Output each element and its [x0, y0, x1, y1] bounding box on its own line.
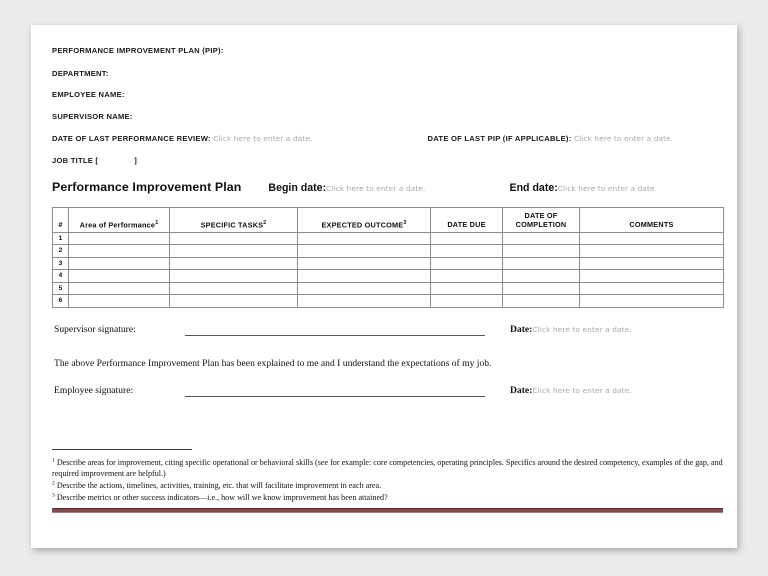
cell-date-completion[interactable] — [503, 295, 580, 308]
col-header-comments — [580, 207, 724, 232]
footnote-2-text: Describe the actions, timelines, activities, training, etc. that will facilitate improvement in each area. — [56, 481, 382, 491]
footnote-3-marker: 3 — [52, 492, 55, 499]
cell-comments[interactable] — [580, 257, 724, 270]
col-header-number — [53, 207, 69, 232]
cell-tasks[interactable] — [170, 257, 298, 270]
row-number: 4 — [53, 270, 69, 283]
cell-comments[interactable] — [580, 282, 724, 295]
cell-date-completion[interactable] — [503, 245, 580, 258]
employee-signature-label: Employee signature: — [54, 385, 134, 397]
job-title-label-open: JOB TITLE [ — [52, 155, 99, 165]
cell-tasks[interactable] — [170, 232, 298, 245]
plan-title-row — [52, 179, 723, 195]
field-supervisor-name — [52, 113, 723, 121]
begin-date-label: Begin date: — [268, 181, 327, 194]
col-header-tasks-text: SPECIFIC TASKS — [200, 220, 264, 230]
table-row — [53, 245, 724, 258]
supervisor-date-input[interactable]: Click here to enter a date. — [532, 325, 632, 335]
table-row — [53, 295, 724, 308]
footnote-marker-2: 2 — [263, 219, 267, 226]
footnote-1-text: Describe areas for improvement, citing specific operational or behavioral skills (see for example: core competencies, operating principles. Specifics around the desired competency, examples of the gap, and required improvement are helpful.) — [52, 458, 723, 479]
cell-date-completion[interactable] — [503, 257, 580, 270]
footnote-marker-1: 1 — [155, 219, 159, 226]
begin-date-input[interactable]: Click here to enter a date. — [326, 183, 426, 193]
footer-accent-rule — [52, 508, 723, 513]
cell-tasks[interactable] — [170, 282, 298, 295]
field-department — [52, 70, 723, 78]
footnote-3 — [52, 492, 723, 503]
end-date-input[interactable]: Click here to enter a date. — [557, 183, 658, 193]
footnote-1 — [52, 457, 723, 479]
cell-date-completion[interactable] — [503, 282, 580, 295]
field-department-label: DEPARTMENT: — [52, 68, 109, 78]
employee-date-input[interactable]: Click here to enter a date. — [532, 386, 632, 396]
cell-outcome[interactable] — [298, 282, 431, 295]
col-header-date-due-text: DATE DUE — [447, 220, 486, 230]
field-supervisor-name-label: SUPERVISOR NAME: — [52, 112, 133, 122]
col-header-outcome — [298, 207, 431, 232]
performance-plan-table — [52, 207, 724, 309]
col-header-tasks — [170, 207, 298, 232]
footnote-marker-3: 3 — [403, 219, 407, 226]
supervisor-signature-label: Supervisor signature: — [54, 324, 136, 336]
cell-area[interactable] — [69, 245, 170, 258]
cell-area[interactable] — [69, 232, 170, 245]
col-header-comments-text: COMMENTS — [629, 220, 674, 230]
table-row — [53, 282, 724, 295]
cell-date-due[interactable] — [431, 232, 503, 245]
cell-comments[interactable] — [580, 232, 724, 245]
row-number: 5 — [53, 282, 69, 295]
cell-outcome[interactable] — [298, 295, 431, 308]
cell-date-completion[interactable] — [503, 270, 580, 283]
cell-date-due[interactable] — [431, 282, 503, 295]
table-row — [53, 257, 724, 270]
employee-signature-row — [52, 385, 723, 399]
cell-area[interactable] — [69, 282, 170, 295]
footnote-separator-rule — [52, 449, 192, 450]
field-employee-name-label: EMPLOYEE NAME: — [52, 90, 125, 100]
cell-area[interactable] — [69, 295, 170, 308]
cell-comments[interactable] — [580, 245, 724, 258]
cell-tasks[interactable] — [170, 245, 298, 258]
footnotes-section — [52, 449, 723, 513]
row-number: 6 — [53, 295, 69, 308]
cell-area[interactable] — [69, 270, 170, 283]
cell-outcome[interactable] — [298, 257, 431, 270]
employee-date-group — [510, 385, 632, 396]
end-date-label: End date: — [509, 181, 558, 194]
supervisor-signature-line[interactable] — [185, 335, 485, 336]
cell-tasks[interactable] — [170, 295, 298, 308]
cell-date-due[interactable] — [431, 257, 503, 270]
table-header-row — [53, 207, 724, 232]
cell-comments[interactable] — [580, 270, 724, 283]
signature-section — [52, 324, 723, 399]
col-header-date-due — [431, 207, 503, 232]
col-header-number-text: # — [58, 220, 63, 230]
last-review-date-input[interactable]: Click here to enter a date. — [213, 133, 313, 143]
cell-date-due[interactable] — [431, 270, 503, 283]
field-pip-title — [52, 47, 723, 55]
row-number: 1 — [53, 232, 69, 245]
cell-date-due[interactable] — [431, 245, 503, 258]
cell-date-due[interactable] — [431, 295, 503, 308]
footnote-3-text: Describe metrics or other success indicators—i.e., how will we know improvement has been attained? — [56, 493, 388, 503]
col-header-area-text: Area of Performance — [79, 220, 156, 230]
employee-date-label: Date: — [510, 385, 533, 397]
field-dates-row — [52, 135, 723, 143]
document-page — [31, 25, 737, 548]
footnote-2-marker: 2 — [52, 480, 55, 487]
table-row — [53, 270, 724, 283]
cell-area[interactable] — [69, 257, 170, 270]
footnote-1-marker: 1 — [52, 457, 55, 464]
field-pip-title-label: PERFORMANCE IMPROVEMENT PLAN (PIP): — [52, 46, 224, 55]
supervisor-signature-row — [52, 324, 723, 338]
supervisor-date-group — [510, 324, 632, 335]
document-body — [52, 47, 723, 399]
cell-comments[interactable] — [580, 295, 724, 308]
cell-tasks[interactable] — [170, 270, 298, 283]
footnote-2 — [52, 480, 723, 491]
acknowledgement-text: The above Performance Improvement Plan has been explained to me and I understand the expectations of my job. — [54, 358, 492, 370]
cell-date-completion[interactable] — [503, 232, 580, 245]
last-review-label: DATE OF LAST PERFORMANCE REVIEW: — [52, 133, 211, 143]
cell-outcome[interactable] — [298, 270, 431, 283]
row-number: 2 — [53, 245, 69, 258]
col-header-date-completion-text: DATE OF COMPLETION — [515, 211, 567, 230]
last-pip-label: DATE OF LAST PIP (IF APPLICABLE): — [427, 133, 572, 143]
field-employee-name — [52, 91, 723, 99]
row-number: 3 — [53, 257, 69, 270]
cell-outcome[interactable] — [298, 245, 431, 258]
last-pip-date-input[interactable]: Click here to enter a date. — [573, 133, 674, 143]
col-header-date-completion — [503, 207, 580, 232]
employee-signature-line[interactable] — [185, 396, 485, 397]
supervisor-date-label: Date: — [510, 324, 533, 336]
col-header-area — [69, 207, 170, 232]
col-header-outcome-text: EXPECTED OUTCOME — [321, 220, 404, 230]
cell-outcome[interactable] — [298, 232, 431, 245]
job-title-label-close: ] — [134, 155, 137, 165]
table-row — [53, 232, 724, 245]
field-job-title — [52, 157, 723, 165]
page-title: Performance Improvement Plan — [52, 179, 242, 194]
